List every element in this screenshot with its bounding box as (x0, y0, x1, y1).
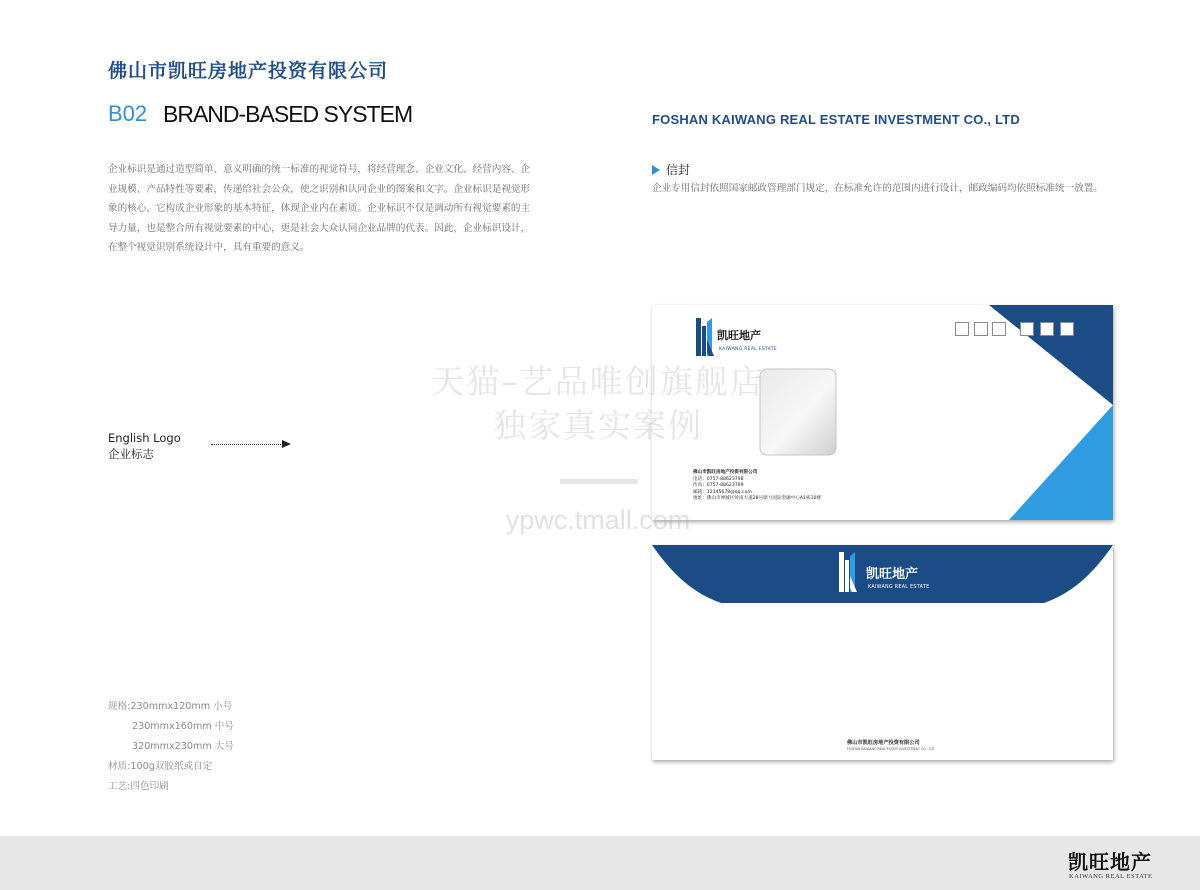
postcode-box (1040, 322, 1054, 336)
intro-paragraph: 企业标识是通过造型简单、意义明确的统一标准的视觉符号，将经营理念、企业文化、经营内容、企业规模、产品特性等要素，传递给社会公众，使之识别和认同企业的图案和文字。企业标识是视觉形象的核心，它构成企业形象的基本特征，体现企业内在素质。企业标识不仅是调动所有视觉要素的主导力量，也是整合所有视觉要素的中心，更是社会大众认同企业品牌的代表。因此，企业标识设计，在整个视觉识别系统设计中，具有重要的意义。 (108, 164, 531, 253)
triangle-bullet-icon (652, 165, 660, 175)
arrow-right-icon (282, 440, 291, 448)
item-heading (652, 161, 690, 178)
spec-size-medium: 230mmx160mm 中号 (132, 721, 234, 732)
watermark-bar (560, 479, 638, 484)
item-description: 企业专用信封依照国家邮政管理部门规定，在标准允许的范围内进行设计，邮政编码均依照标准统一放置。 (652, 183, 1103, 194)
logo-label-cn: 企业标志 (108, 447, 154, 461)
dotted-arrow-line (211, 444, 283, 445)
spec-size-label: 规格: (108, 701, 131, 712)
back-company-cn: 佛山市凯旺房地产投资有限公司 (847, 740, 920, 746)
company-name-cn: 佛山市凯旺房地产投资有限公司 (108, 60, 389, 82)
footer-brand-name-en: KAIWANG REAL ESTATE (1069, 873, 1153, 880)
spec-material: 材质:100g双胶纸或自定 (108, 761, 213, 772)
envelope-back (652, 545, 1113, 760)
company-name-en: FOSHAN KAIWANG REAL ESTATE INVESTMENT CO., LTD (652, 112, 1020, 127)
sender-address: 地址：佛山市禅城区岭南大道28号鼎力国际金融中心A1栋10楼 (693, 496, 822, 501)
front-brand-name-en: KAIWANG REAL ESTATE (719, 347, 777, 352)
building-logo-icon (696, 318, 714, 356)
sender-phone: 电话：0757-88623798 (693, 476, 744, 482)
back-brand-name: 凯旺地产 (866, 567, 919, 582)
postcode-box (1020, 322, 1034, 336)
sender-email: 邮箱：12345678@qq.com (693, 489, 752, 495)
footer-bar (0, 836, 1200, 890)
watermark-text (408, 360, 788, 448)
postcode-box (955, 322, 969, 336)
back-company-en: FOSHAN KAIWANG REAL ESTATE INVESTMENT CO., LTD (847, 747, 935, 751)
sender-address-block (693, 470, 821, 503)
postcode-box (992, 322, 1006, 336)
watermark-line1: 天猫–艺品唯创旗舰店 (431, 362, 765, 401)
watermark-url: ypwc.tmall.com (505, 505, 691, 535)
footer-brand-name: 凯旺地产 (1068, 850, 1152, 874)
spec-size-small: 230mmx120mm 小号 (130, 701, 233, 712)
sender-company: 佛山市凯旺房地产投资有限公司 (693, 470, 758, 475)
front-brand-name: 凯旺地产 (717, 329, 761, 342)
watermark-line2: 独家真实案例 (493, 406, 703, 445)
section-code: B02 (108, 101, 148, 126)
corner-dark-shape (989, 305, 1113, 405)
spec-list (108, 697, 234, 797)
back-brand-name-en: KAIWANG REAL ESTATE (868, 585, 930, 590)
section-title: BRAND-BASED SYSTEM (163, 101, 413, 127)
postcode-box (1060, 322, 1074, 336)
logo-label-en: English Logo (108, 431, 181, 445)
sender-fax: 传真：0757-88623799 (693, 483, 744, 488)
corner-light-shape (1009, 405, 1113, 520)
item-title: 信封 (666, 163, 691, 177)
postcode-box (974, 322, 988, 336)
spec-size-large: 320mmx230mm 大号 (132, 741, 234, 752)
logo-label (108, 430, 181, 462)
spec-process: 工艺:四色印刷 (108, 781, 169, 792)
spec-size-row (108, 697, 234, 717)
